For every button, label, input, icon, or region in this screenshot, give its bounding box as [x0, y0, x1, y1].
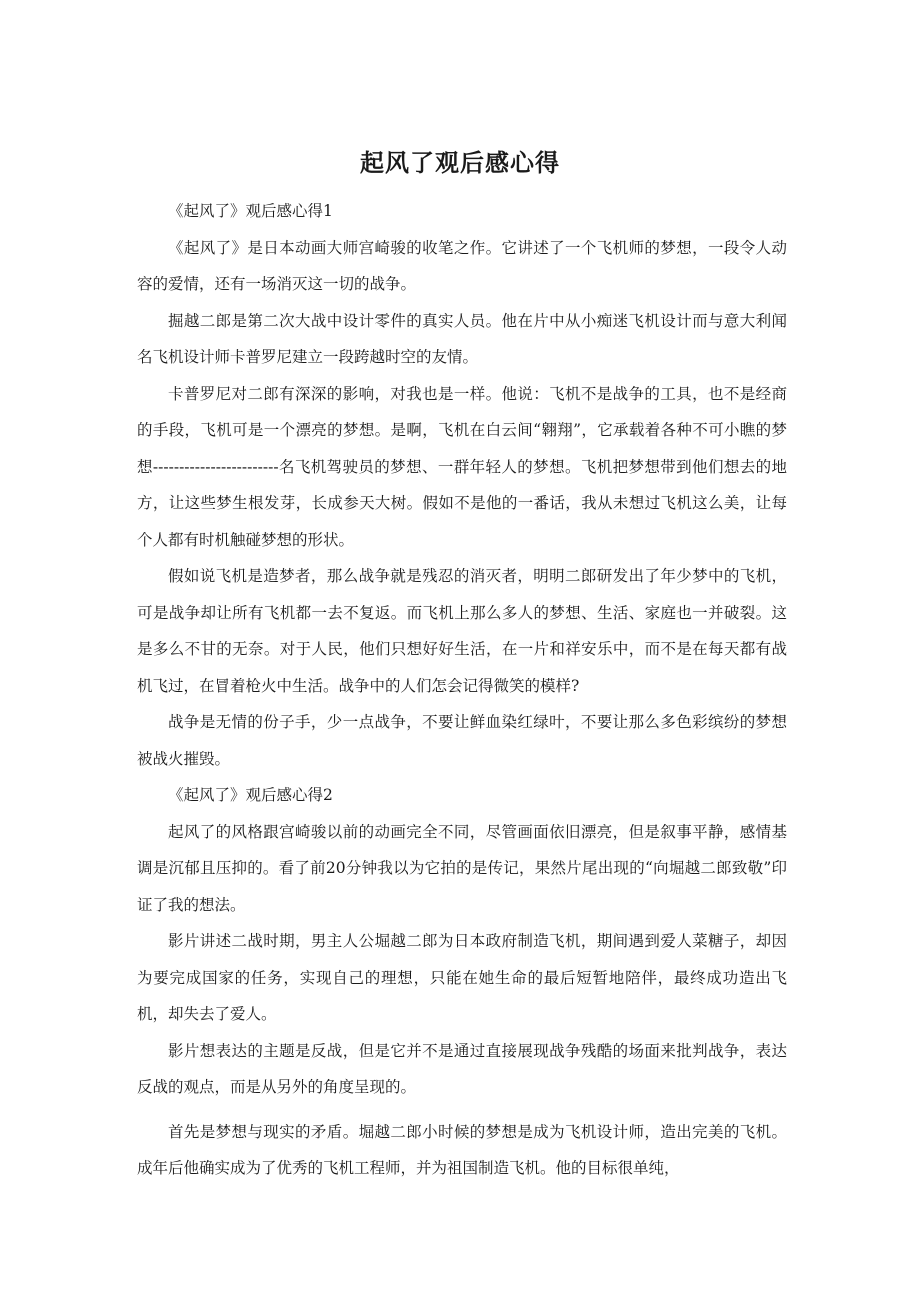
document-title: 起风了观后感心得	[360, 149, 560, 177]
section-heading-1: 《起风了》观后感心得1	[168, 202, 333, 220]
paragraph: 起风了的风格跟宫崎骏以前的动画完全不同，尽管画面依旧漂亮，但是叙事平静，感情基调是沉郁且压抑的。看了前20分钟我以为它拍的是传记，果然片尾出现的“向堀越二郎致敬”印证了我的想法。	[137, 822, 787, 914]
paragraph: 《起风了》是日本动画大师宫崎骏的收笔之作。它讲述了一个飞机师的梦想，一段令人动容的爱情，还有一场消灭这一切的战争。	[137, 238, 787, 293]
paragraph: 影片讲述二战时期，男主人公堀越二郎为日本政府制造飞机，期间遇到爱人菜糖子，却因为要完成国家的任务，实现自己的理想，只能在她生命的最后短暂地陪伴，最终成功造出飞机，却失去了爱人。	[137, 932, 787, 1023]
paragraph: 战争是无情的份子手，少一点战争，不要让鲜血染红绿叶，不要让那么多色彩缤纷的梦想被战火摧毁。	[137, 713, 787, 768]
paragraph: 掘越二郎是第二次大战中设计零件的真实人员。他在片中从小痴迷飞机设计而与意大利闻名飞机设计师卡普罗尼建立一段跨越时空的友情。	[137, 311, 787, 366]
document-body	[137, 193, 787, 1187]
paragraph: 卡普罗尼对二郎有深深的影响，对我也是一样。他说：飞机不是战争的工具，也不是经商的手段，飞机可是一个漂亮的梦想。是啊，飞机在白云间“翱翔”，它承载着各种不可小瞧的梦想------------------------名飞机驾驶员的梦想、一群年轻人的梦想。飞机把梦想带到他们想去的地方，让这些梦生根发芽，长成参天大树。假如不是他的一番话，我从未想过飞机这么美，让每个人都有时机触碰梦想的形状。	[137, 384, 787, 549]
paragraph: 首先是梦想与现实的矛盾。堀越二郎小时候的梦想是成为飞机设计师，造出完美的飞机。成年后他确实成为了优秀的飞机工程师，并为祖国制造飞机。他的目标很单纯，	[137, 1122, 787, 1177]
paragraph: 影片想表达的主题是反战，但是它并不是通过直接展现战争残酷的场面来批判战争，表达反战的观点，而是从另外的角度呈现的。	[137, 1041, 787, 1096]
paragraph: 假如说飞机是造梦者，那么战争就是残忍的消灭者，明明二郎研发出了年少梦中的飞机，可是战争却让所有飞机都一去不复返。而飞机上那么多人的梦想、生活、家庭也一并破裂。这是多么不甘的无奈。对于人民，他们只想好好生活，在一片和祥安乐中，而不是在每天都有战机飞过，在冒着枪火中生活。战争中的人们怎会记得微笑的模样?	[137, 567, 787, 695]
section-heading-2: 《起风了》观后感心得2	[168, 786, 333, 804]
